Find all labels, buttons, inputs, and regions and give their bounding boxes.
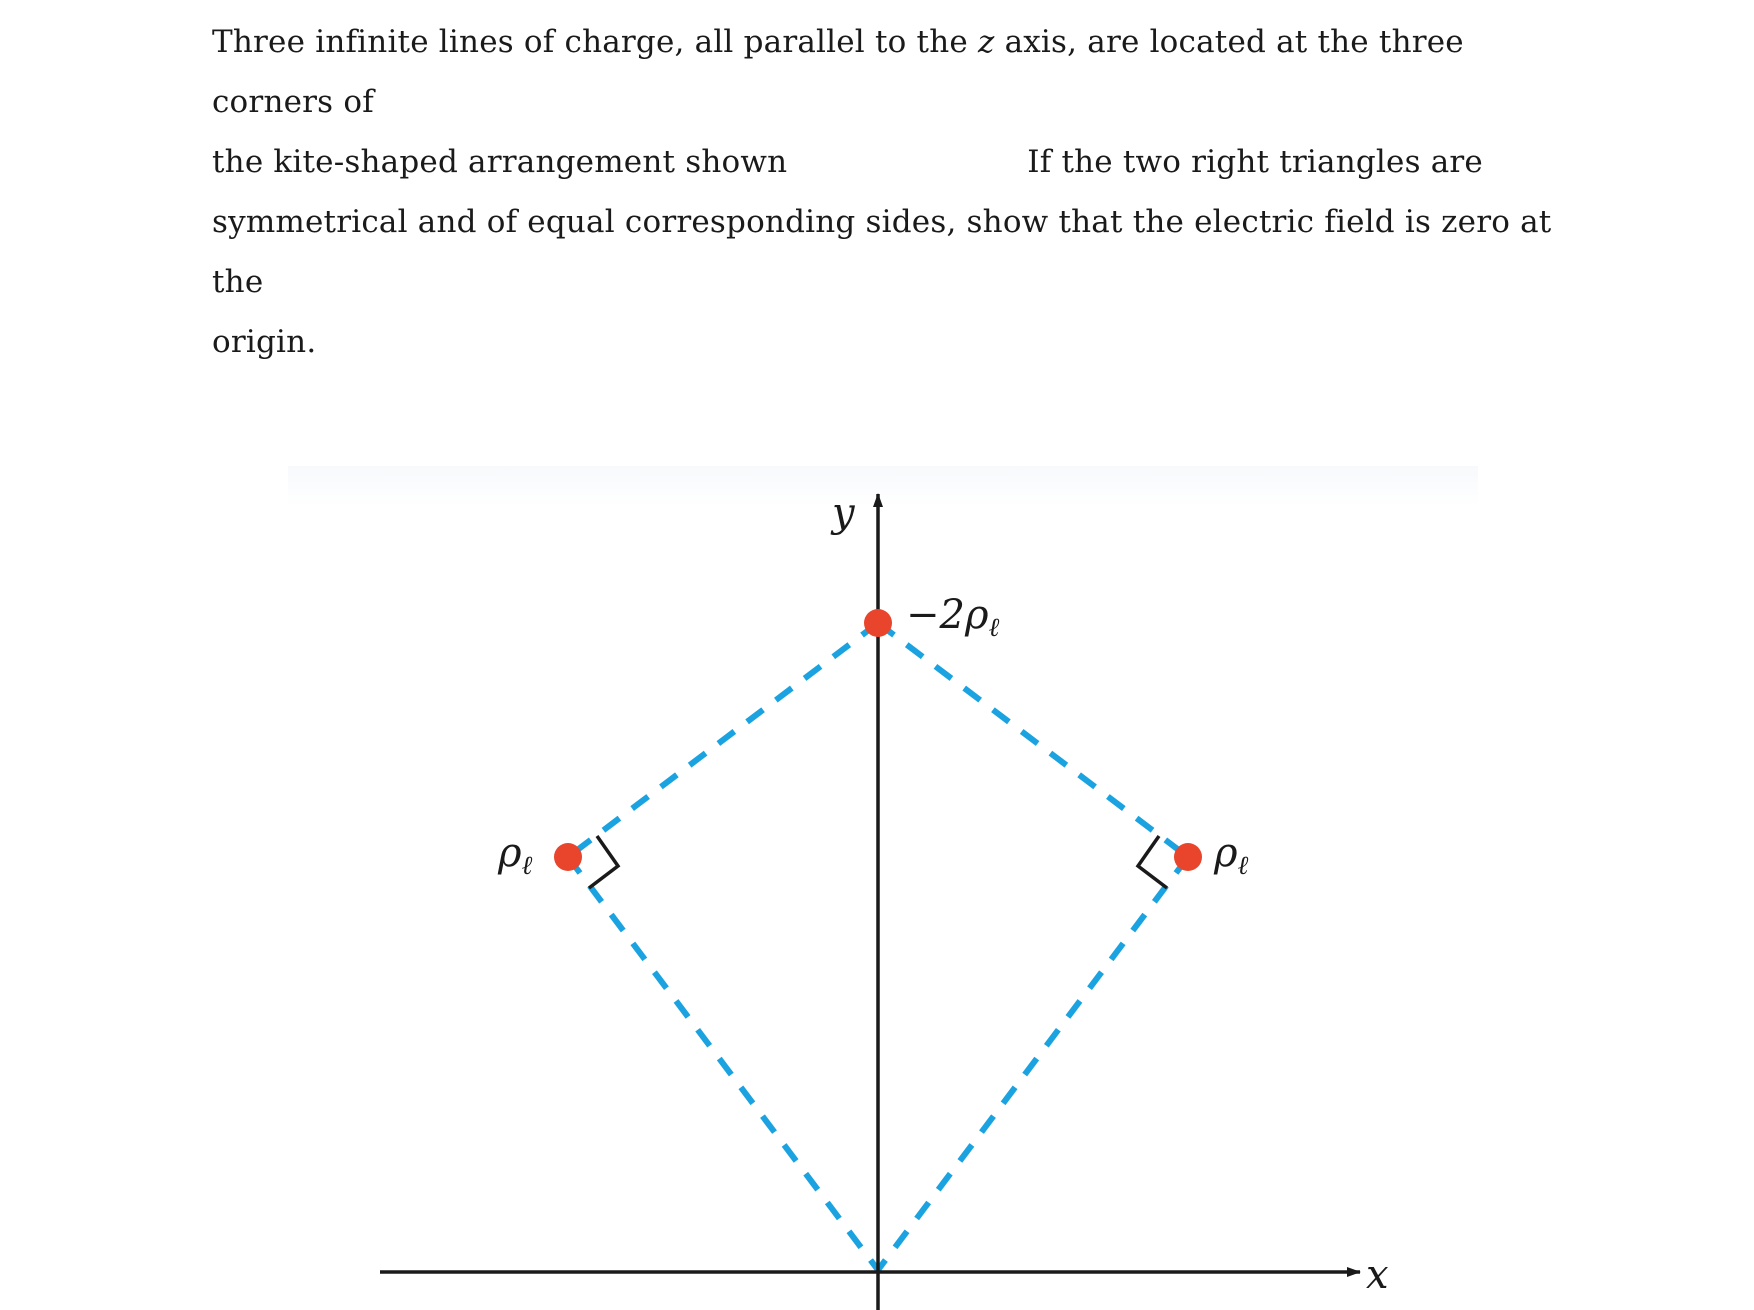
kite-edge-top-right [878, 623, 1188, 857]
charge-top [864, 609, 892, 637]
problem-var-z: z [977, 24, 995, 60]
problem-line-4: origin. [212, 324, 317, 360]
charge-left [554, 843, 582, 871]
right-charge-label [1213, 830, 1249, 881]
problem-line-2b: If the two right triangles are [1027, 144, 1483, 180]
problem-line-1-end: axis, are located at the three corners of [212, 24, 1464, 120]
left-charge-label-main: ρ [498, 830, 522, 876]
y-axis-label: y [832, 490, 855, 536]
right-angle-mark-right [1138, 836, 1167, 888]
top-charge-label-main: −2ρ [906, 592, 989, 638]
kite-edge-bottom-left [568, 857, 878, 1270]
top-charge-label [906, 592, 999, 643]
left-charge-label [497, 830, 533, 881]
x-axis-label: x [1366, 1252, 1389, 1298]
problem-line-1: Three infinite lines of charge, all parallel to the [212, 24, 978, 60]
right-charge-label-main: ρ [1214, 830, 1238, 876]
charge-right [1174, 843, 1202, 871]
kite-edge-top-left [568, 623, 878, 857]
kite-edge-bottom-right [878, 857, 1188, 1270]
problem-line-2a: the kite-shaped arrangement shown [212, 144, 788, 180]
problem-line-3: symmetrical and of equal corresponding sides, show that the electric field is zero at the [212, 204, 1552, 300]
top-charge-label-sub: ℓ [988, 613, 1000, 643]
right-charge-label-sub: ℓ [1237, 851, 1249, 881]
right-angle-mark-left [589, 836, 618, 888]
left-charge-label-sub: ℓ [521, 851, 533, 881]
